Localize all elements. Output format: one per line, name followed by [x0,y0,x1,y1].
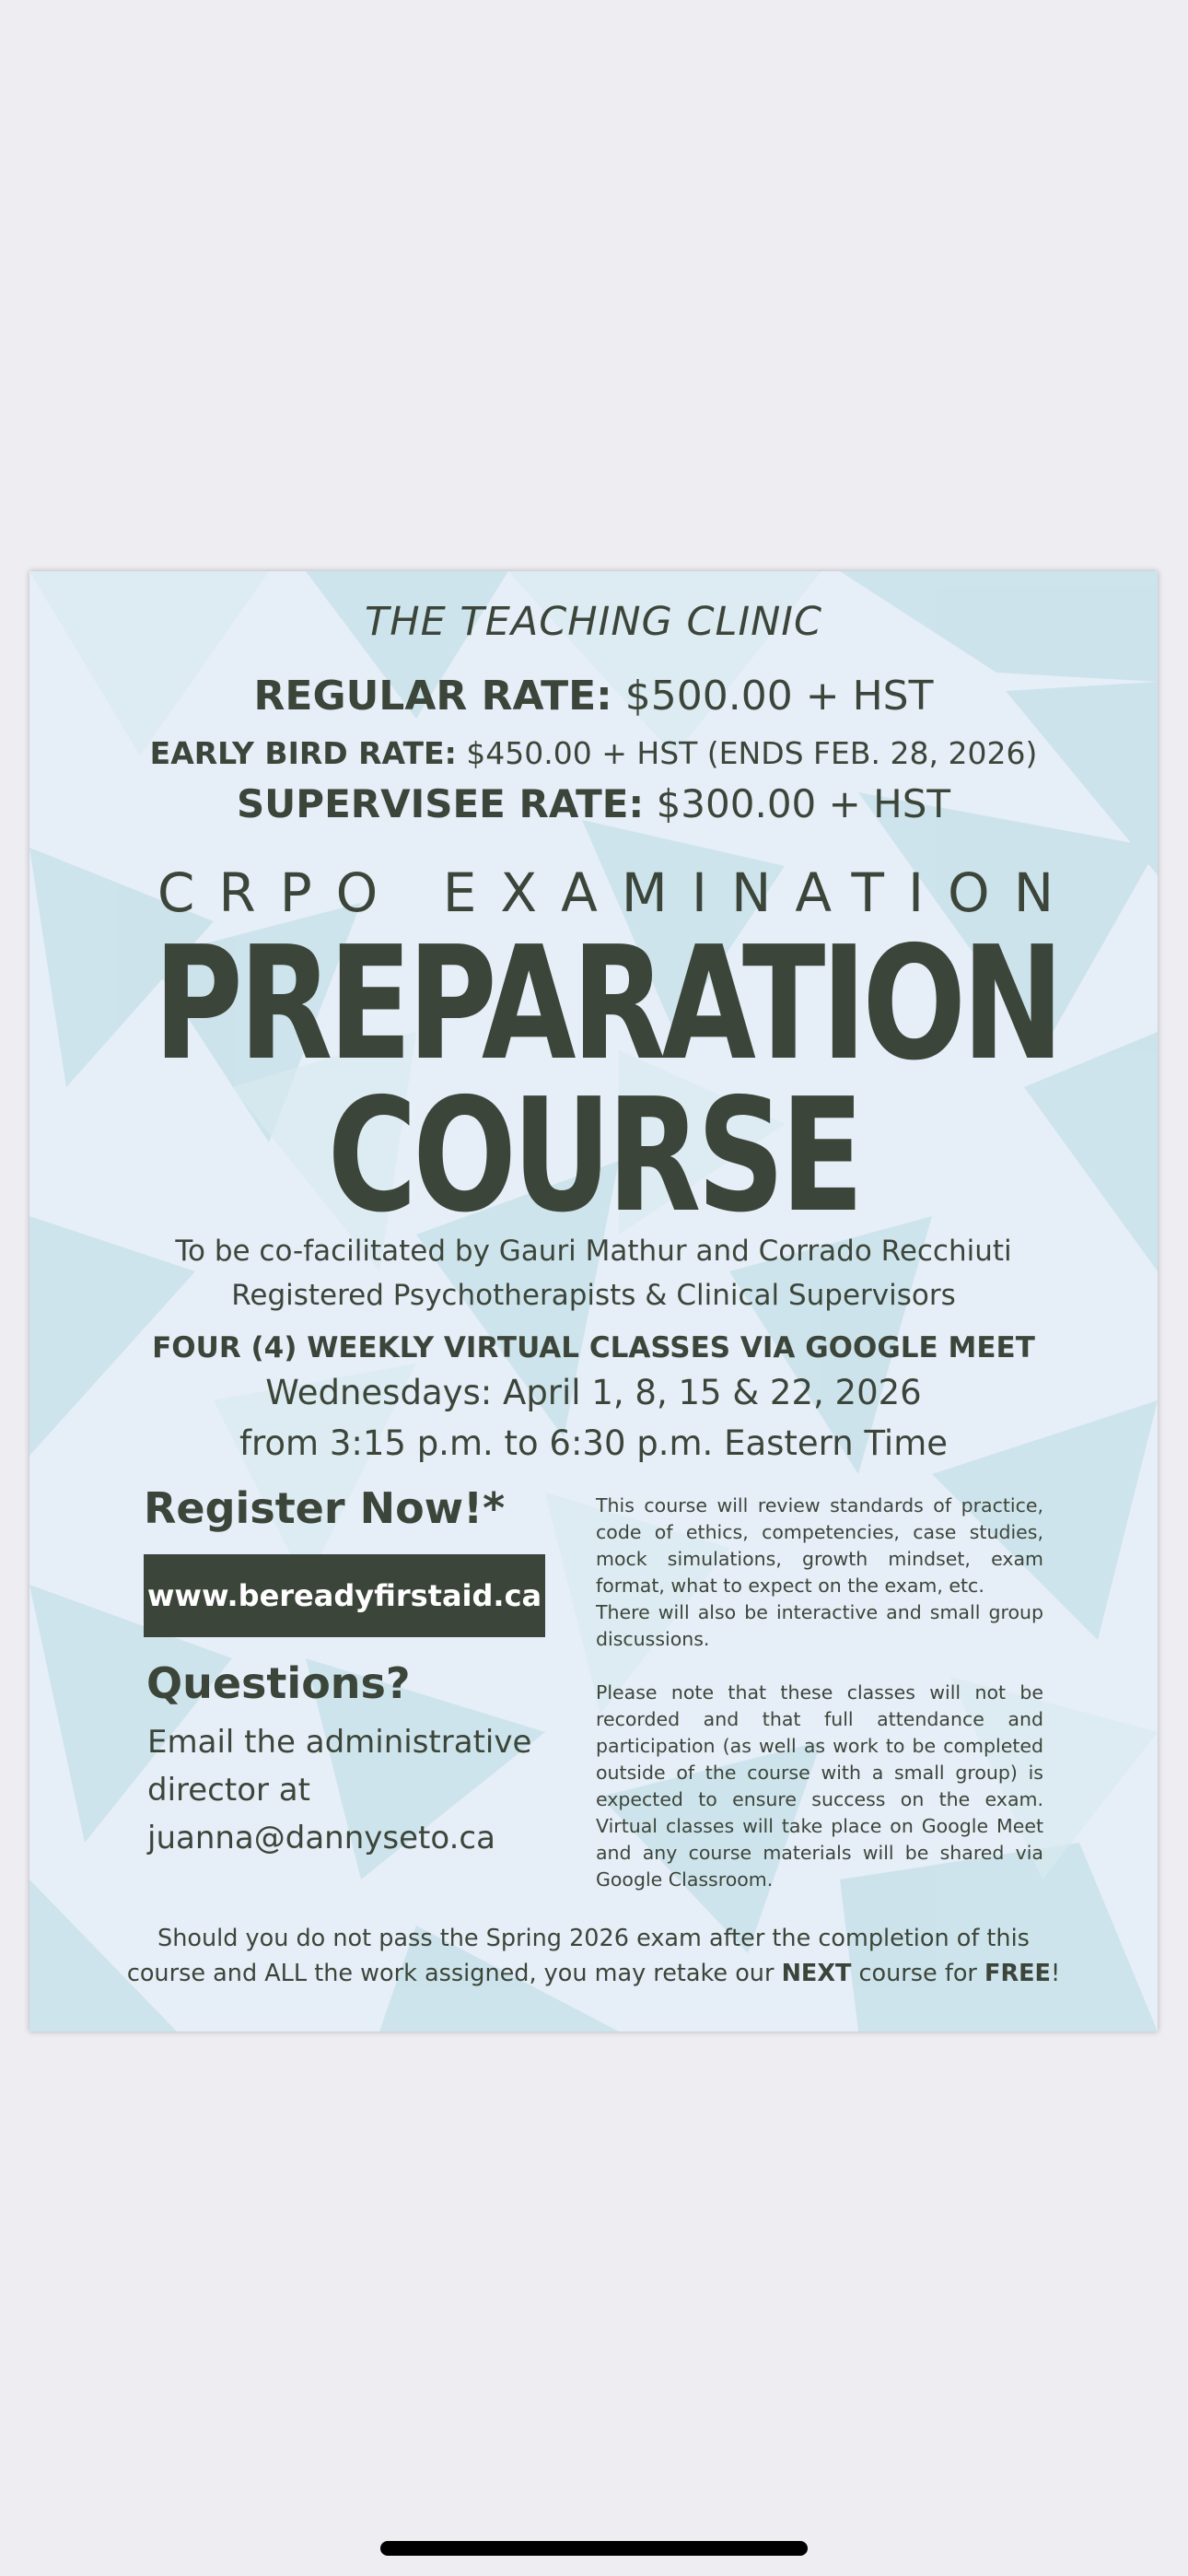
supervisee-rate-label: SUPERVISEE RATE: [236,781,645,826]
description-paragraph-2 [596,1680,1043,1893]
register-heading: Register Now!* [144,1483,506,1533]
guarantee-note [29,1921,1158,1991]
description-text-3: Please note that these classes will not be recorded and that full attendance and participation (as well as work to be completed outside of the course with a small group) is expected to ensure success on the exam. Virtual classes will take place on Google Meet and any course materials will be shared via Google Classroom. [596,1681,1043,1891]
clinic-name: THE TEACHING CLINIC [364,599,823,645]
regular-rate [29,673,1158,720]
facilitators-line: To be co-facilitated by Gauri Mathur and Corrado Recchiuti [175,1235,1012,1268]
time-line: from 3:15 p.m. to 6:30 p.m. Eastern Time [239,1423,948,1463]
description-text-1: This course will review standards of practice, code of ethics, competencies, case studies, mock simulations, growth mindset, exam format, what to expect on the exam, etc. [596,1494,1043,1597]
supervisee-rate-value: $300.00 + HST [656,781,951,826]
home-indicator[interactable] [380,2541,808,2556]
guarantee-line-1: Should you do not pass the Spring 2026 exam after the completion of this [157,1925,1030,1952]
course-flyer-image [29,571,1158,2032]
course-description [596,1493,1043,1920]
contact-text [147,1718,553,1862]
contact-email[interactable]: juanna@dannyseto.ca [147,1820,495,1856]
guarantee-next: NEXT [781,1960,852,1987]
dates-line: Wednesdays: April 1, 8, 15 & 22, 2026 [265,1373,922,1412]
supervisee-rate [29,781,1158,826]
website-link[interactable]: www.bereadyfirstaid.ca [144,1554,545,1637]
exam-subtitle: CRPO EXAMINATION [157,861,1078,924]
flyer-content [29,571,1158,2032]
description-paragraph-1 [596,1493,1043,1653]
headline-preparation: PREPARATION [153,913,1060,1095]
early-bird-rate-label: EARLY BIRD RATE: [149,735,457,771]
regular-rate-value: $500.00 + HST [624,673,934,720]
headline-course: COURSE [327,1065,860,1247]
early-bird-rate [29,735,1158,771]
contact-line-1: Email the administrative [147,1724,532,1761]
regular-rate-label: REGULAR RATE: [253,673,612,720]
guarantee-line-2 [29,1956,1158,1991]
classes-line: FOUR (4) WEEKLY VIRTUAL CLASSES VIA GOOGLE MEET [152,1331,1035,1364]
guarantee-end: ! [1050,1960,1061,1987]
credentials-line: Registered Psychotherapists & Clinical Supervisors [231,1279,956,1312]
early-bird-rate-value: $450.00 + HST (ENDS FEB. 28, 2026) [466,735,1038,771]
contact-line-2: director at [147,1772,310,1809]
guarantee-free: FREE [984,1960,1051,1987]
questions-heading: Questions? [146,1658,411,1708]
guarantee-text-a: course and ALL the work assigned, you may retake our [126,1960,775,1987]
guarantee-text-b: course for [858,1960,977,1987]
description-text-2: There will also be interactive and small group discussions. [596,1601,1043,1650]
